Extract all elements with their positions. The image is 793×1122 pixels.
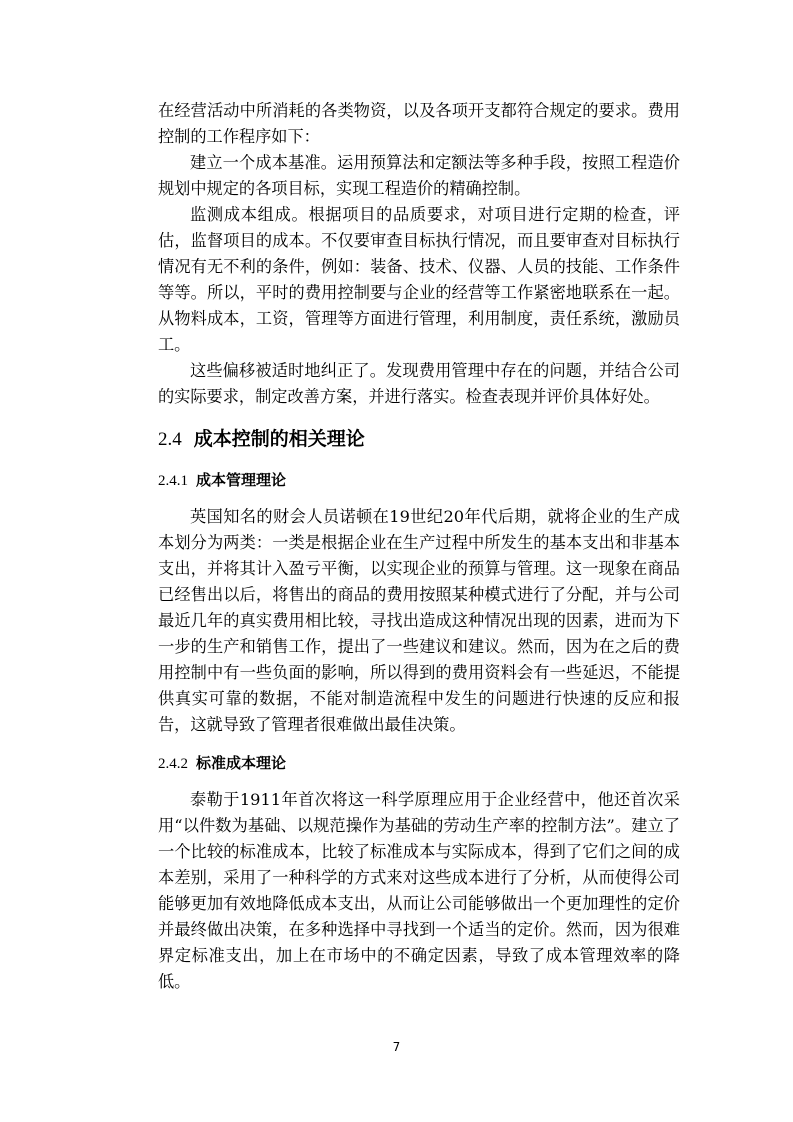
section-title: 成本控制的相关理论 bbox=[193, 428, 365, 450]
section-number: 2.4 bbox=[158, 429, 182, 450]
paragraph-correction: 这些偏移被适时地纠正了。发现费用管理中存在的问题，并结合公司的实际要求，制定改善方案，并进行落实。检查表现并评价具体好处。 bbox=[158, 361, 680, 406]
subsection-heading-standard-cost bbox=[158, 750, 680, 777]
subsection-title: 标准成本理论 bbox=[196, 754, 287, 772]
page-number: 7 bbox=[392, 1040, 401, 1054]
paragraph-standard-cost: 泰勒于1911年首次将这一科学原理应用于企业经营中，他还首次采用“以件数为基础、以规范操作为基础的劳动生产率的控制方法”。建立了一个比较的标准成本，比较了标准成本与实际成本，得到了它们之间的成本差别，采用了一种科学的方式来对这些成本进行了分析，从而使得公司能够更加有效地降低成本支出，从而让公司能够做出一个更加理性的定价并最终做出决策，在多种选择中寻找到一个适当的定价。然而，因为很难界定标准支出，加上在市场中的不确定因素，导致了成本管理效率的降低。 bbox=[158, 790, 680, 991]
paragraph-continued: 在经营活动中所消耗的各类物资，以及各项开支都符合规定的要求。费用控制的工作程序如下： bbox=[158, 101, 680, 146]
paragraph-cost-baseline: 建立一个成本基准。运用预算法和定额法等多种手段，按照工程造价规划中规定的各项目标，实现工程造价的精确控制。 bbox=[158, 153, 680, 198]
paragraph-cost-management: 英国知名的财会人员诺顿在19世纪20年代后期，就将企业的生产成本划分为两类：一类是根据企业在生产过程中所发生的基本支出和非基本支出，并将其计入盈亏平衡，以实现企业的预算与管理。这一现象在商品已经售出以后，将售出的商品的费用按照某种模式进行了分配，并与公司最近几年的真实费用相比较，寻找出造成这种情况出现的因素，进而为下一步的生产和销售工作，提出了一些建议和建议。然而，因为在之后的费用控制中有一些负面的影响，所以得到的费用资料会有一些延迟，不能提供真实可靠的数据，不能对制造流程中发生的问题进行快速的反应和报告，这就导致了管理者很难做出最佳决策。 bbox=[158, 507, 680, 734]
subsection-number: 2.4.1 bbox=[158, 473, 188, 489]
subsection-heading-cost-management bbox=[158, 467, 680, 494]
subsection-number: 2.4.2 bbox=[158, 756, 188, 772]
page-content bbox=[158, 98, 680, 995]
section-heading bbox=[158, 424, 680, 455]
subsection-title: 成本管理理论 bbox=[196, 471, 287, 489]
paragraph-monitor-cost: 监测成本组成。根据项目的品质要求，对项目进行定期的检查，评估，监督项目的成本。不仅要审查目标执行情况，而且要审查对目标执行情况有无不利的条件，例如：装备、技术、仪器、人员的技能、工作条件等等。所以，平时的费用控制要与企业的经营等工作紧密地联系在一起。从物料成本，工资，管理等方面进行管理，利用制度，责任系统，激励员工。 bbox=[158, 205, 680, 354]
